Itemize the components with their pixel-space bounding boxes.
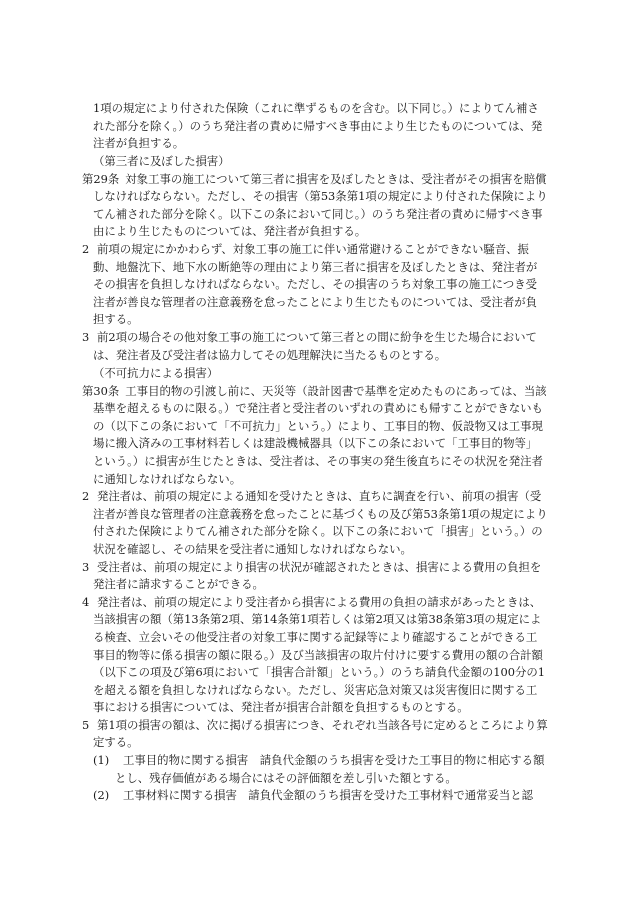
paragraph-text: 受注者は、前項の規定により損害の状況が確認されたときは、損害による費用の負担を発注者に請求することができる。 xyxy=(93,559,542,592)
article-30-text: 工事目的物の引渡し前に、天災等（設計図書で基準を定めたものにあっては、当該基準を超えるものに限る。）で発注者と受注者のいずれの責めにも帰すことができないもの（以下この条において「不可抗力」という。）により、工事目的物、仮設物又は工事現場に搬入済みの工事材料若しくは建設機械器具（以下この条において「工事目的物等」という。）に損害が生じたときは、受注者は、その事実の発生後直ちにその状況を発注者に通知しなければならない。 xyxy=(93,383,547,486)
article-30-paragraph-2 xyxy=(82,488,548,558)
item-text: 工事目的物に関する損害 請負代金額のうち損害を受けた工事目的物に相応する額とし、残存価値がある場合にはその評価額を差し引いた額とする。 xyxy=(115,753,545,785)
article-30-paragraph-3 xyxy=(82,559,548,594)
continuation-text: 1項の規定により付された保険（これに準ずるものを含む。以下同じ。）によりてん補された部分を除く。）のうち発注者の責めに帰すべき事由により生じたものについては、発注者が負担する。 xyxy=(93,101,543,151)
paragraph-number: 4 xyxy=(82,594,90,609)
paragraph-number: 3 xyxy=(82,329,90,344)
article-30-item-1 xyxy=(82,752,548,787)
article-29 xyxy=(82,153,548,364)
article-29-body xyxy=(82,171,548,241)
paragraph-number: 2 xyxy=(82,489,90,504)
article-30-number: 第30条 xyxy=(82,383,120,398)
article-29-text: 対象工事の施工について第三者に損害を及ぼしたときは、受注者がその損害を賠償しなければならない。ただし、その損害（第53条第1項の規定により付された保険によりてん補された部分を除く。以下この条において同じ。）のうち発注者の責めに帰すべき事由により生じたものについては、発注者が負担する。 xyxy=(93,171,548,239)
item-text: 工事材料に関する損害 請負代金額のうち損害を受けた工事材料で通常妥当と認 xyxy=(123,788,534,803)
continuation-block xyxy=(82,100,548,153)
paragraph-text: 第1項の損害の額は、次に掲げる損害につき、それぞれ当該各号に定めるところにより算定する。 xyxy=(93,717,548,750)
article-30-paragraph-4 xyxy=(82,594,548,717)
paragraph-number: 3 xyxy=(82,559,90,574)
article-29-number: 第29条 xyxy=(82,171,120,186)
paragraph-text: 前項の規定にかかわらず、対象工事の施工に伴い通常避けることができない騒音、振動、地盤沈下、地下水の断絶等の理由により第三者に損害を及ぼしたときは、発注者がその損害を負担しなければならない。ただし、その損害のうち対象工事の施工につき受注者が善良な管理者の注意義務を怠ったことにより生じたものについては、受注者が負担する。 xyxy=(93,241,538,327)
item-number: (2) xyxy=(93,788,110,803)
paragraph-number: 2 xyxy=(82,241,90,256)
paragraph-text: 発注者は、前項の規定による通知を受けたときは、直ちに調査を行い、前項の損害（受注者が善良な管理者の注意義務を怠ったことに基づくもの及び第53条第1項の規定により付された保険によりてん補された部分を除く。以下この条において「損害」という。）の状況を確認し、その結果を受注者に通知しなければならない。 xyxy=(93,489,548,556)
article-29-paragraph-3 xyxy=(82,329,548,364)
item-number: (1) xyxy=(93,753,110,768)
paragraph-number: 5 xyxy=(82,717,90,732)
article-30-heading: （不可抗力による損害） xyxy=(93,366,219,380)
article-29-heading: （第三者に及ぼした損害） xyxy=(93,154,230,168)
article-30-item-2 xyxy=(82,787,548,805)
article-30 xyxy=(82,365,548,805)
article-30-paragraph-5 xyxy=(82,717,548,752)
paragraph-text: 前2項の場合その他対象工事の施工について第三者との間に紛争を生じた場合においては、発注者及び受注者は協力してその処理解決に当たるものとする。 xyxy=(93,329,537,362)
paragraph-text: 発注者は、前項の規定により受注者から損害による費用の負担の請求があったときは、当該損害の額（第13条第2項、第14条第1項若しくは第2項又は第38条第3項の規定による検査、立会いその他受注者の対象工事に関する記録等により確認することができる工事目的物等に係る損害の額に限る。）及び当該損害の取片付けに要する費用の額の合計額（以下この項及び第6項において「損害合計額」という。）のうち請負代金額の100分の1を超える額を負担しなければならない。ただし、災害応急対策又は災害復旧に関する工事における損害については、発注者が損害合計額を負担するものとする。 xyxy=(93,594,545,715)
article-30-body xyxy=(82,383,548,489)
article-29-paragraph-2 xyxy=(82,241,548,329)
